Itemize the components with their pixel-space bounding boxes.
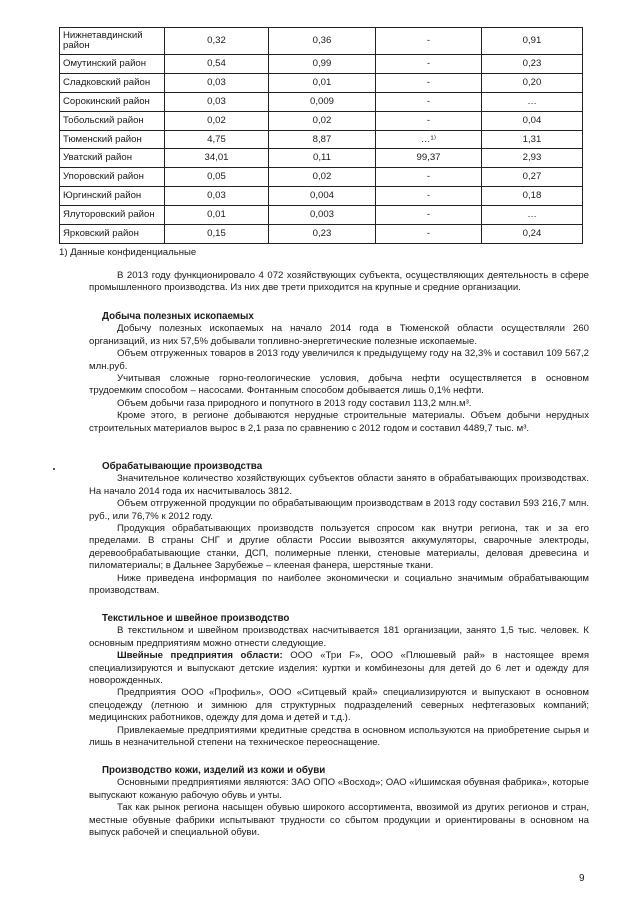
table-row	[60, 73, 583, 92]
manufacturing-heading: Обрабатывающие производства	[102, 461, 263, 472]
textile-paragraph-2-rest: ООО «Три F», ООО «Плюшевый рай» в настоящее время специализируются и выпускают детские изделия: куртки и комбинезоны для детей до 6 лет и одежду для новорожденных.	[89, 650, 590, 687]
value-cell-2: 0,009	[269, 92, 376, 111]
value-cell-1: 0,15	[165, 225, 269, 244]
value-cell-1: 0,03	[165, 187, 269, 206]
table-row	[60, 28, 583, 55]
value-cell-3: -	[376, 28, 482, 55]
leather-heading: Производство кожи, изделий из кожи и обуви	[102, 765, 326, 776]
value-cell-1: 0,32	[165, 28, 269, 55]
value-cell-3: -	[376, 92, 482, 111]
table-row	[60, 225, 583, 244]
district-name-cell: Упоровский район	[60, 168, 165, 187]
district-table	[59, 27, 583, 244]
mining-paragraph-2: Объем отгруженных товаров в 2013 году увеличился к предыдущему году на 32,3% и составил 109 567,2 млн.руб.	[89, 348, 589, 372]
mining-paragraph-4: Объем добычи газа природного и попутного в 2013 году составил 113,2 млн.м³.	[117, 397, 472, 409]
table-row	[60, 206, 583, 225]
intro-section	[89, 270, 589, 295]
value-cell-4: 0,27	[482, 168, 583, 187]
value-cell-4: 0,04	[482, 111, 583, 130]
value-cell-3: -	[376, 55, 482, 74]
value-cell-4: 1,31	[482, 130, 583, 149]
value-cell-2: 0,004	[269, 187, 376, 206]
table-row	[60, 111, 583, 130]
page-number: 9	[579, 873, 585, 884]
value-cell-3: -	[376, 206, 482, 225]
value-cell-2: 0,23	[269, 225, 376, 244]
district-name-cell: Юргинский район	[60, 187, 165, 206]
leather-paragraph-2: Так как рынок региона насыщен обувью широкого ассортимента, ввозимой из других регионов и стран, местные обувные фабрики испытывают трудности со сбытом продукции и ориентированы в основном на выпуск рабочей и специальной обуви.	[89, 802, 589, 839]
table-row	[60, 149, 583, 168]
district-name-cell: Тобольский район	[60, 111, 165, 130]
scan-speck	[53, 468, 55, 470]
value-cell-2: 8,87	[269, 130, 376, 149]
district-name-cell: Уватский район	[60, 149, 165, 168]
value-cell-2: 0,11	[269, 149, 376, 168]
value-cell-1: 0,54	[165, 55, 269, 74]
value-cell-1: 34,01	[165, 149, 269, 168]
value-cell-4: 0,23	[482, 55, 583, 74]
value-cell-1: 0,02	[165, 111, 269, 130]
manufacturing-paragraph-3: Продукция обрабатывающих производств пользуется спросом как внутри региона, так и за его пределами. В страны СНГ и другие области России вывозятся аккумуляторы, сварочные электроды, деревообрабатывающие станки, ДСП, полимерные пленки, стеновые материалы, деловая древесина и пиломатериалы; в Дальнее Зарубежье – клееная фанера, шерстяные ткани.	[89, 523, 589, 572]
value-cell-3: -	[376, 168, 482, 187]
mining-paragraph-1: Добычу полезных ископаемых на начало 2014 года в Тюменской области осуществляли 260 организаций, из них 57,5% добывали топливно-энергетические полезные ископаемые.	[89, 323, 589, 347]
table-row	[60, 55, 583, 74]
value-cell-2: 0,01	[269, 73, 376, 92]
manufacturing-section	[89, 461, 589, 597]
value-cell-2: 0,36	[269, 28, 376, 55]
district-name-cell: Ялуторовский район	[60, 206, 165, 225]
district-name-cell: Нижнетавдинский район	[60, 28, 165, 55]
district-name-cell: Сорокинский район	[60, 92, 165, 111]
value-cell-3: …¹⁾	[376, 130, 482, 149]
textile-paragraph-2	[89, 650, 589, 687]
manufacturing-paragraph-1: Значительное количество хозяйствующих субъектов области занято в обрабатывающих производствах. На начало 2014 года их насчитывалось 3812.	[89, 473, 589, 497]
textile-paragraph-3: Предприятия ООО «Профиль», ООО «Ситцевый край» специализируются и выпускают в основном спецодежду (летнюю и зимнюю для структурных подразделений северных нефтегазовых компаний; медицинских работников, одежду для дома и детей и т.д.).	[89, 687, 589, 724]
textile-paragraph-4: Привлекаемые предприятиями кредитные средства в основном используются на приобретение сырья и лишь в незначительной степени на техническое переоснащение.	[89, 724, 589, 749]
mining-heading: Добыча полезных ископаемых	[102, 311, 254, 322]
district-table-body	[60, 28, 583, 244]
value-cell-4: 0,91	[482, 28, 583, 55]
value-cell-1: 4,75	[165, 130, 269, 149]
value-cell-3: -	[376, 111, 482, 130]
table-footnote: 1) Данные конфиденциальные	[59, 247, 197, 258]
mining-section	[89, 311, 589, 435]
leather-paragraph-1: Основными предприятиями являются: ЗАО ОПО «Восход»; ОАО «Ишимская обувная фабрика», которые выпускают кожаную рабочую обувь и унты.	[89, 777, 590, 801]
leather-section	[89, 765, 589, 839]
manufacturing-paragraph-2: Объем отгруженной продукции по обрабатывающим производствам в 2013 году составил 593 216,7 млн. руб., или 76,7% к 2012 году.	[89, 498, 589, 522]
value-cell-3: -	[376, 225, 482, 244]
table-row	[60, 130, 583, 149]
value-cell-4: 0,24	[482, 225, 583, 244]
textile-paragraph-2-lead: Швейные предприятия области:	[117, 650, 283, 662]
value-cell-2: 0,02	[269, 168, 376, 187]
district-name-cell: Омутинский район	[60, 55, 165, 74]
mining-paragraph-3: Учитывая сложные горно-геологические условия, добыча нефти осуществляется в основном трудоемким способом – насосами. Фонтанным способом добывается лишь 0,1% нефти.	[89, 373, 589, 397]
manufacturing-paragraph-4: Ниже приведена информация по наиболее экономически и социально значимым обрабатывающим производствам.	[89, 572, 589, 597]
value-cell-4: …	[482, 92, 583, 111]
textile-section	[89, 613, 589, 749]
value-cell-4: 2,93	[482, 149, 583, 168]
district-name-cell: Ярковский район	[60, 225, 165, 244]
table-row	[60, 92, 583, 111]
value-cell-4: 0,20	[482, 73, 583, 92]
value-cell-2: 0,02	[269, 111, 376, 130]
textile-paragraph-1: В текстильном и швейном производствах насчитывается 181 организации, занято 1,5 тыс. человек. К основным предприятиям можно отнести следующие.	[89, 625, 589, 649]
value-cell-3: -	[376, 187, 482, 206]
value-cell-1: 0,05	[165, 168, 269, 187]
table-row	[60, 168, 583, 187]
mining-paragraph-5: Кроме этого, в регионе добываются нерудные строительные материалы. Объем добычи нерудных строительных материалов вырос в 2,1 раза по сравнению с 2012 годом и составил 4489,7 тыс. м³.	[89, 410, 589, 434]
value-cell-3: 99,37	[376, 149, 482, 168]
intro-paragraph: В 2013 году функционировало 4 072 хозяйствующих субъекта, осуществляющих деятельность в сфере промышленного производства. Из них две трети приходится на крупные и средние организации.	[89, 270, 589, 294]
value-cell-3: -	[376, 73, 482, 92]
table-row	[60, 187, 583, 206]
textile-heading: Текстильное и швейное производство	[102, 613, 290, 624]
district-name-cell: Сладковский район	[60, 73, 165, 92]
value-cell-1: 0,03	[165, 92, 269, 111]
value-cell-2: 0,003	[269, 206, 376, 225]
value-cell-2: 0,99	[269, 55, 376, 74]
value-cell-1: 0,03	[165, 73, 269, 92]
value-cell-4: …	[482, 206, 583, 225]
value-cell-1: 0,01	[165, 206, 269, 225]
value-cell-4: 0,18	[482, 187, 583, 206]
district-name-cell: Тюменский район	[60, 130, 165, 149]
